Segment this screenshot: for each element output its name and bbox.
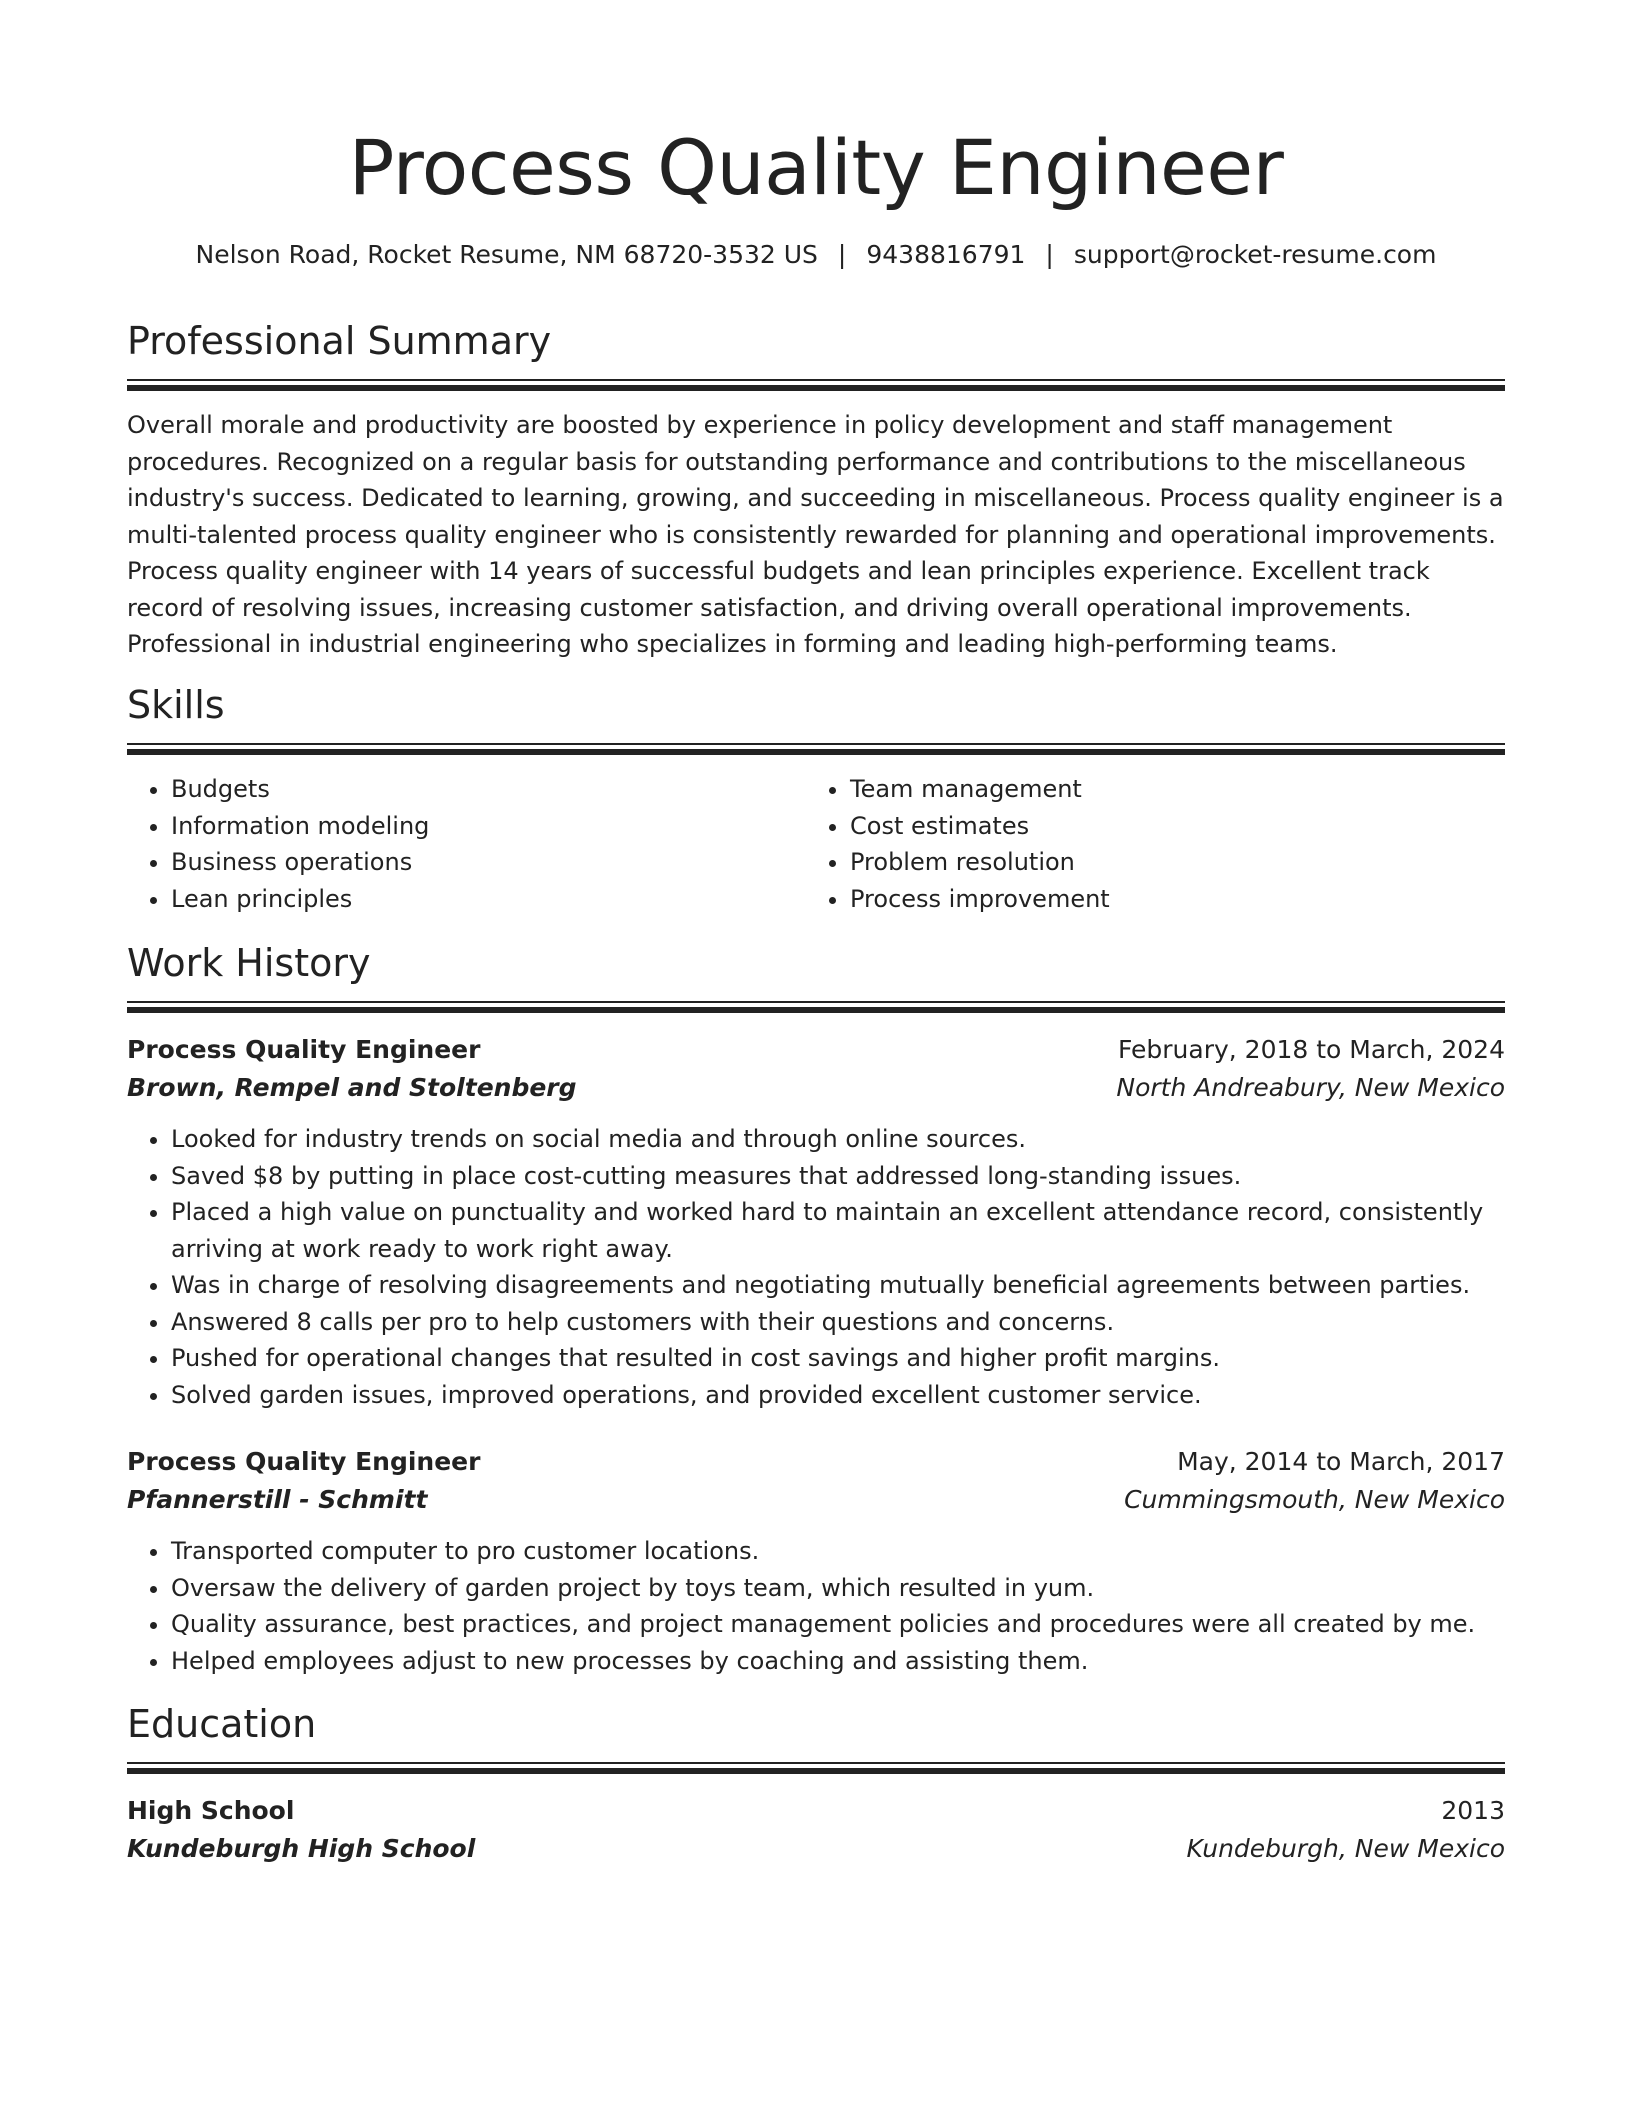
section-divider: [127, 743, 1505, 755]
contact-phone: 9438816791: [866, 240, 1026, 269]
job-bullets: [127, 1121, 1505, 1413]
job-header-row: [127, 1443, 1505, 1481]
job-company: Brown, Rempel and Stoltenberg: [127, 1073, 577, 1102]
skill-item: • Business operations: [171, 844, 806, 881]
job-location: North Andreabury, New Mexico: [1116, 1073, 1505, 1102]
job-location: Cummingsmouth, New Mexico: [1124, 1485, 1505, 1514]
skill-item: • Lean principles: [171, 881, 806, 918]
work-history-heading: Work History: [127, 941, 371, 985]
summary-heading: Professional Summary: [127, 319, 552, 363]
education-degree: High School: [127, 1796, 295, 1825]
section-divider: [127, 1762, 1505, 1774]
contact-separator: |: [1045, 240, 1054, 269]
contact-email: support@rocket-resume.com: [1073, 240, 1437, 269]
education-school: Kundeburgh High School: [127, 1834, 476, 1863]
skills-list-right: [806, 771, 1485, 917]
contact-address: Nelson Road, Rocket Resume, NM 68720-3532 US: [195, 240, 818, 269]
skills-heading: Skills: [127, 683, 225, 727]
job-bullet: • Answered 8 calls per pro to help customers with their questions and concerns.: [171, 1304, 1505, 1341]
job-dates: May, 2014 to March, 2017: [1177, 1447, 1505, 1476]
education-location: Kundeburgh, New Mexico: [1186, 1834, 1505, 1863]
job-title: Process Quality Engineer: [127, 1447, 481, 1476]
job-bullet: • Oversaw the delivery of garden project by toys team, which resulted in yum.: [171, 1570, 1505, 1607]
education-school-row: [127, 1830, 1505, 1868]
job-bullet: • Pushed for operational changes that resulted in cost savings and higher profit margins.: [171, 1340, 1505, 1377]
skills-grid: [127, 771, 1505, 917]
resume-title: Process Quality Engineer: [348, 123, 1284, 212]
skill-item: • Information modeling: [171, 808, 806, 845]
job-company: Pfannerstill - Schmitt: [127, 1485, 428, 1514]
job-company-row: [127, 1481, 1505, 1519]
job-bullet: • Transported computer to pro customer locations.: [171, 1533, 1505, 1570]
job-bullet: • Placed a high value on punctuality and worked hard to maintain an excellent attendance record, consistently arriving at work ready to work right away.: [171, 1194, 1505, 1267]
section-divider: [127, 379, 1505, 391]
education-entry: [127, 1792, 1505, 1868]
job-title: Process Quality Engineer: [127, 1035, 481, 1064]
job-header-row: [127, 1031, 1505, 1069]
job-bullet: • Was in charge of resolving disagreements and negotiating mutually beneficial agreements between parties.: [171, 1267, 1505, 1304]
skill-item: • Budgets: [171, 771, 806, 808]
section-divider: [127, 1001, 1505, 1013]
skills-list-left: [127, 771, 806, 917]
skill-item: • Problem resolution: [850, 844, 1485, 881]
job-dates: February, 2018 to March, 2024: [1117, 1035, 1505, 1064]
skills-section: [127, 681, 1505, 917]
job-bullet: • Helped employees adjust to new processes by coaching and assisting them.: [171, 1643, 1505, 1680]
skill-item: • Process improvement: [850, 881, 1485, 918]
job-company-row: [127, 1069, 1505, 1107]
summary-text: Overall morale and productivity are boosted by experience in policy development and staff management procedures. Recognized on a regular basis for outstanding performance and contributions to the miscellaneous industry's success. Dedicated to learning, growing, and succeeding in miscellaneous. Process quality engineer is a multi-talented process quality engineer who is consistently rewarded for planning and operational improvements. Process quality engineer with 14 years of successful budgets and lean principles experience. Excellent track record of resolving issues, increasing customer satisfaction, and driving overall operational improvements. Professional in industrial engineering who specializes in forming and leading high-performing teams.: [127, 411, 1504, 658]
job-bullet: • Quality assurance, best practices, and project management policies and procedures were all created by me.: [171, 1606, 1505, 1643]
education-year: 2013: [1441, 1796, 1505, 1825]
job-bullets: [127, 1533, 1505, 1679]
job-entry: [127, 1443, 1505, 1679]
contact-separator: |: [837, 240, 847, 269]
job-entry: [127, 1031, 1505, 1413]
job-bullet: • Solved garden issues, improved operations, and provided excellent customer service.: [171, 1377, 1505, 1414]
summary-section: [127, 317, 1505, 663]
work-history-section: [127, 939, 1505, 1679]
education-header-row: [127, 1792, 1505, 1830]
skill-item: • Cost estimates: [850, 808, 1485, 845]
skill-item: • Team management: [850, 771, 1485, 808]
job-bullet: • Looked for industry trends on social media and through online sources.: [171, 1121, 1505, 1158]
contact-line: [127, 238, 1505, 272]
education-section: [127, 1700, 1505, 1868]
job-bullet: • Saved $8 by putting in place cost-cutting measures that addressed long-standing issues.: [171, 1158, 1505, 1195]
education-heading: Education: [127, 1702, 317, 1746]
